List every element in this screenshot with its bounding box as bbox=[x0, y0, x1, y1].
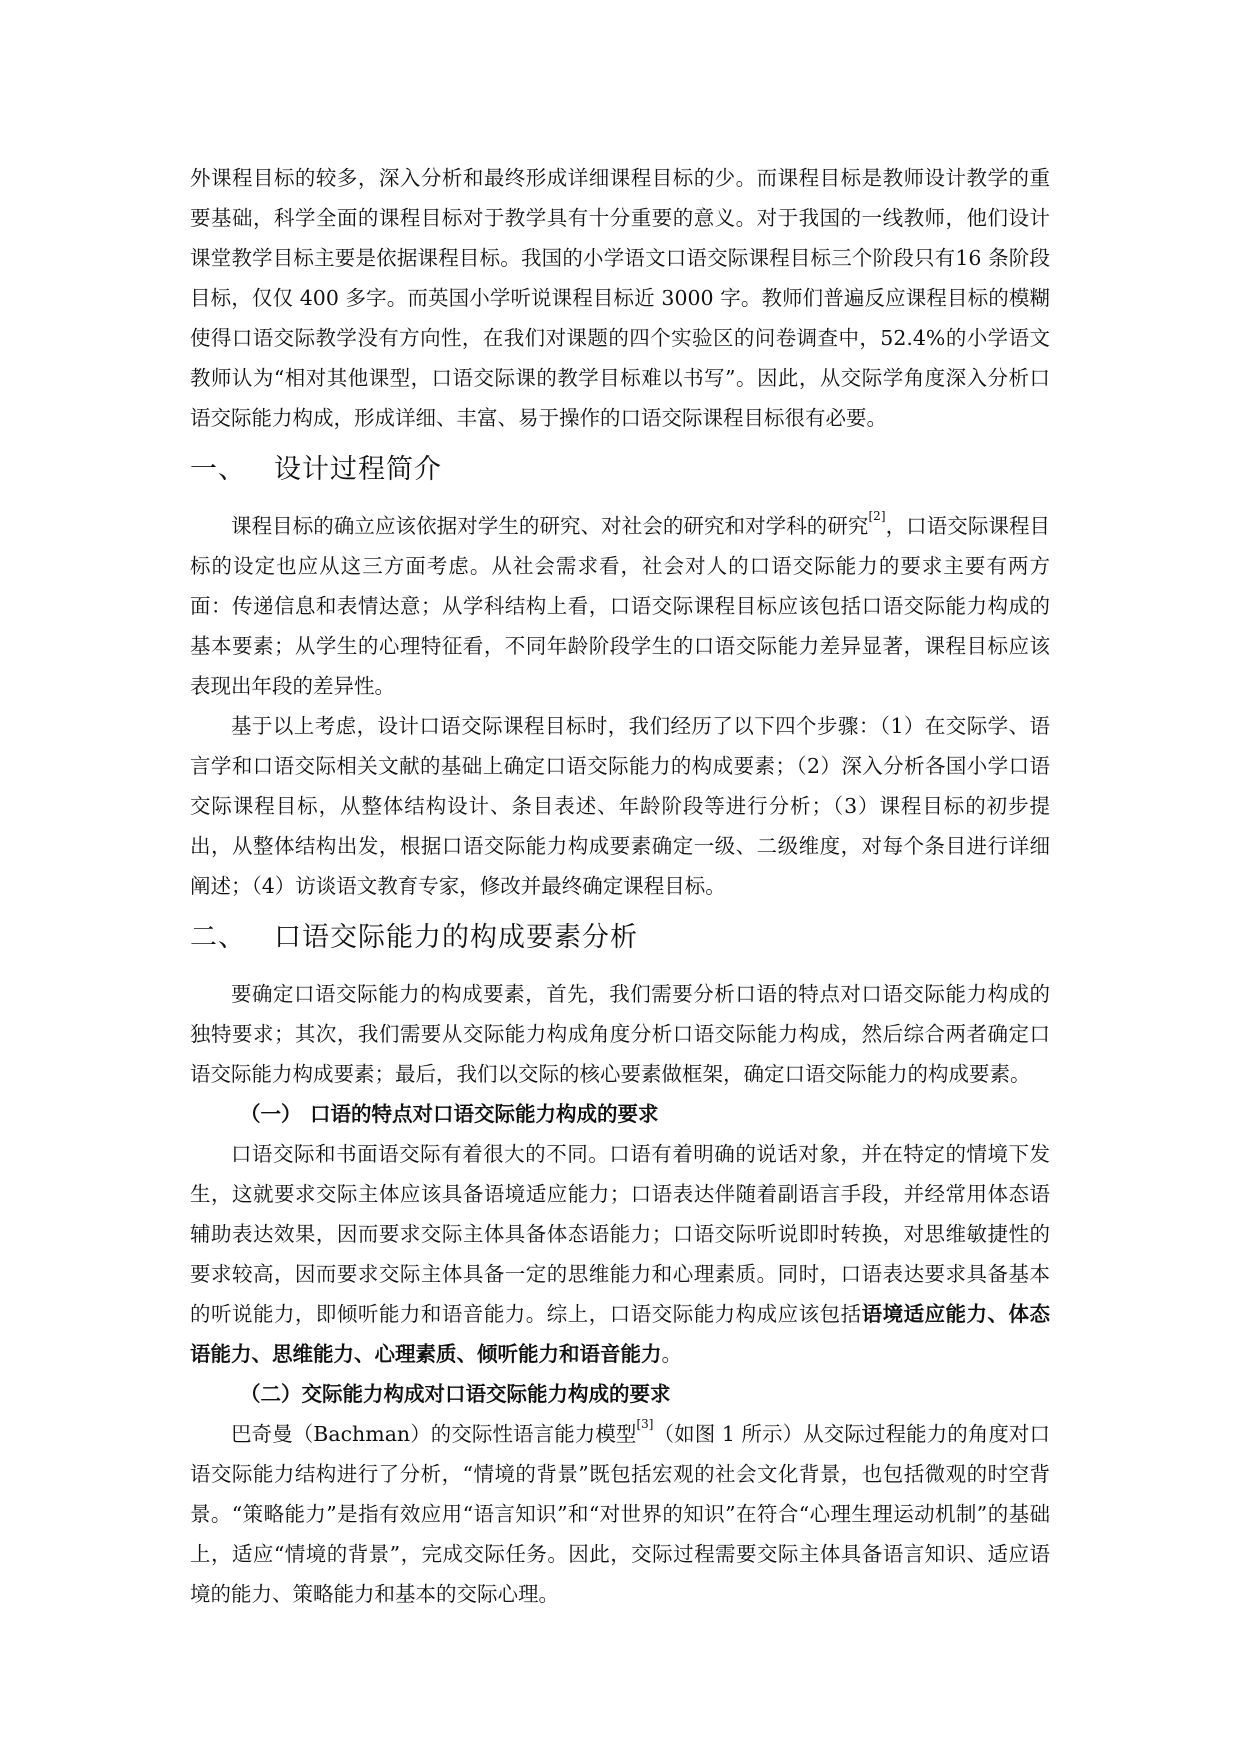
subsection1-paragraph bbox=[190, 1134, 1050, 1374]
intro-paragraph: 外课程目标的较多，深入分析和最终形成详细课程目标的少。而课程目标是教师设计教学的重要基础，科学全面的课程目标对于教学具有十分重要的意义。对于我国的一线教师，他们设计课堂教学目标主要是依据课程目标。我国的小学语文口语交际课程目标三个阶段只有16 条阶段目标，仅仅 400 多字。而英国小学听说课程目标近 3000 字。教师们普遍反应课程目标的模糊使得口语交际教学没有方向性，在我们对课题的四个实验区的问卷调查中，52.4%的小学语文教师认为“相对其他课型，口语交际课的教学目标难以书写”。因此，从交际学角度深入分析口语交际能力构成，形成详细、丰富、易于操作的口语交际课程目标很有必要。 bbox=[190, 166, 1050, 430]
subsection-heading-2: （二）交际能力构成对口语交际能力构成的要求 bbox=[240, 1382, 671, 1406]
subsection-heading-1 bbox=[190, 1094, 1050, 1134]
subsection2-paragraph bbox=[190, 1414, 1050, 1614]
section-number: 一、 bbox=[190, 454, 246, 485]
section-heading-2 bbox=[190, 916, 1050, 960]
paragraph-text: 课程目标的确立应该依据对学生的研究、对社会的研究和对学科的研究 bbox=[231, 514, 869, 538]
paragraph-text: 巴奇曼（Bachman）的交际性语言能力模型 bbox=[231, 1422, 637, 1446]
section-title: 口语交际能力的构成要素分析 bbox=[274, 922, 638, 953]
section-heading-1 bbox=[190, 448, 1050, 492]
paragraph-text: 口语交际和书面语交际有着很大的不同。口语有着明确的说话对象，并在特定的情境下发生，这就要求交际主体应该具备语境适应能力；口语表达伴随着副语言手段，并经常用体态语辅助表达效果，因而要求交际主体具备体态语能力；口语交际听说即时转换，对思维敏捷性的要求较高，因而要求交际主体具备一定的思维能力和心理素质。同时，口语表达要求具备基本的听说能力，即倾听能力和语音能力。综上，口语交际能力构成应该包括 bbox=[190, 1142, 1050, 1326]
section1-paragraph-1 bbox=[190, 506, 1050, 706]
paragraph-text: 。 bbox=[661, 1342, 682, 1366]
subsection-title: 口语的特点对口语交际能力构成的要求 bbox=[310, 1102, 659, 1126]
citation-ref: [3] bbox=[636, 1417, 654, 1431]
section-number: 二、 bbox=[190, 922, 246, 953]
paragraph-text: ，口语交际课程目标的设定也应从这三方面考虑。从社会需求看，社会对人的口语交际能力的要求主要有两方面：传递信息和表情达意；从学科结构上看，口语交际课程目标应该包括口语交际能力构成的基本要素；从学生的心理特征看，不同年龄阶段学生的口语交际能力差异显著，课程目标应该表现出年段的差异性。 bbox=[190, 514, 1051, 698]
citation-ref: [2] bbox=[868, 509, 886, 523]
emphasized-text: 语境适应能力、体态语能力、思维能力、心理素质、倾听能力和语音能力 bbox=[190, 1302, 1051, 1366]
section-title: 设计过程简介 bbox=[274, 454, 442, 485]
page-content bbox=[190, 158, 1050, 1614]
paragraph-text: （如图 1 所示）从交际过程能力的角度对口语交际能力结构进行了分析，“情境的背景”既包括宏观的社会文化背景，也包括微观的时空背景。“策略能力”是指有效应用“语言知识”和“对世界的知识”在符合“心理生理运动机制”的基础上，适应“情境的背景”，完成交际任务。因此，交际过程需要交际主体具备语言知识、适应语境的能力、策略能力和基本的交际心理。 bbox=[190, 1422, 1050, 1606]
subsection-number: （一） bbox=[240, 1102, 302, 1126]
section1-paragraph-2: 基于以上考虑，设计口语交际课程目标时，我们经历了以下四个步骤：（1）在交际学、语言学和口语交际相关文献的基础上确定口语交际能力的构成要素；（2）深入分析各国小学口语交际课程目标，从整体结构设计、条目表述、年龄阶段等进行分析；（3）课程目标的初步提出，从整体结构出发，根据口语交际能力构成要素确定一级、二级维度，对每个条目进行详细阐述；（4）访谈语文教育专家，修改并最终确定课程目标。 bbox=[190, 714, 1050, 898]
section2-paragraph-1: 要确定口语交际能力的构成要素，首先，我们需要分析口语的特点对口语交际能力构成的独特要求；其次，我们需要从交际能力构成角度分析口语交际能力构成，然后综合两者确定口语交际能力构成要素；最后，我们以交际的核心要素做框架，确定口语交际能力的构成要素。 bbox=[190, 982, 1050, 1086]
